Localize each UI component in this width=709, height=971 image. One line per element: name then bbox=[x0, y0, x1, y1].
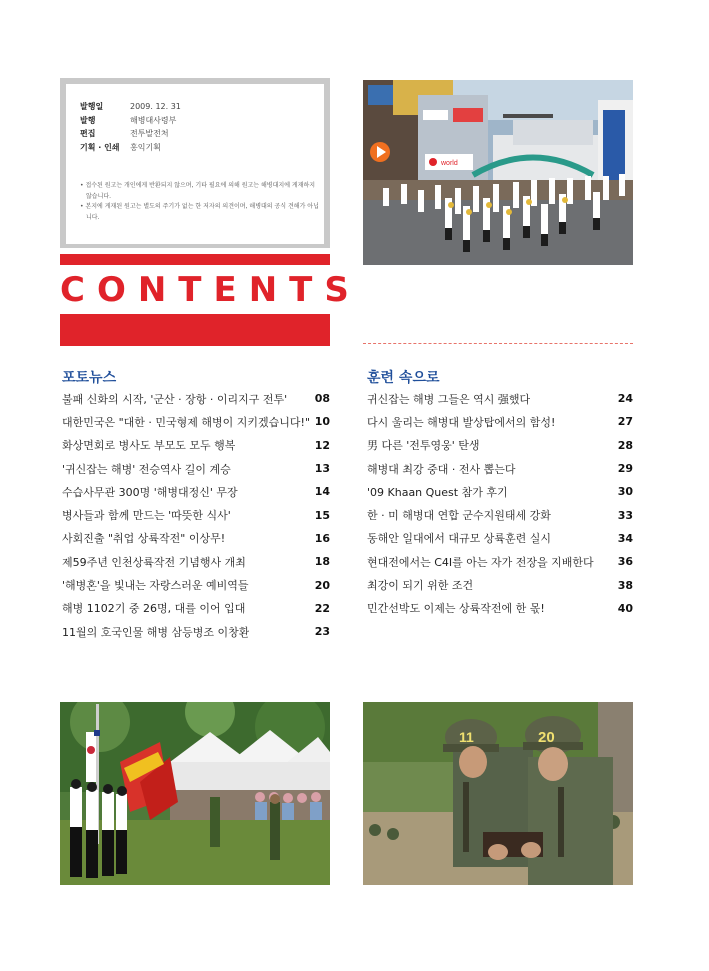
toc-item-page: 13 bbox=[314, 462, 330, 476]
toc-item[interactable] bbox=[62, 387, 330, 410]
toc-item-page: 16 bbox=[314, 531, 330, 545]
toc-item-title: 불패 신화의 시작, '군산 · 장항 · 이리지구 전투' bbox=[62, 392, 288, 406]
toc-item-title: 사회진출 "취업 상륙작전" 이상무! bbox=[62, 532, 226, 546]
toc-item[interactable] bbox=[367, 527, 633, 550]
helmet-number-left: 11 bbox=[459, 729, 474, 745]
toc-item-title: '해병혼'을 빛내는 자랑스러운 예비역들 bbox=[62, 579, 249, 593]
colophon-notes bbox=[80, 181, 320, 223]
toc-list-photo-news bbox=[62, 387, 330, 643]
toc-item-page: 15 bbox=[314, 508, 330, 522]
toc-item[interactable] bbox=[62, 434, 330, 457]
toc-item-page: 14 bbox=[314, 485, 330, 499]
toc-item-page: 20 bbox=[314, 578, 330, 592]
toc-item[interactable] bbox=[62, 503, 330, 526]
toc-item[interactable] bbox=[367, 503, 633, 526]
toc-item-title: 동해안 일대에서 대규모 상륙훈련 실시 bbox=[367, 532, 552, 546]
toc-item-page: 34 bbox=[617, 531, 633, 545]
toc-item-title: 대한민국은 "대한 · 민국형제 해병이 지키겠습니다!" bbox=[62, 415, 311, 429]
toc-item[interactable] bbox=[62, 480, 330, 503]
dashed-divider bbox=[363, 343, 633, 344]
toc-item-title: 병사들과 함께 만드는 '따뜻한 식사' bbox=[62, 509, 231, 523]
info-key: 기획 · 인쇄 bbox=[80, 142, 120, 152]
photo-marching-band-parade bbox=[363, 80, 633, 265]
info-value: 홍익기획 bbox=[130, 142, 161, 152]
info-key: 편집 bbox=[80, 129, 96, 138]
toc-item-title: 최강이 되기 위한 조건 bbox=[367, 579, 474, 593]
colophon-note: • 접수된 원고는 개인에게 반환되지 않으며, 기타 필요에 의해 원고는 해병대지에 게재하지 않습니다. bbox=[80, 182, 316, 200]
toc-item[interactable] bbox=[62, 550, 330, 573]
toc-item[interactable] bbox=[62, 573, 330, 596]
toc-item[interactable] bbox=[62, 527, 330, 550]
toc-item-page: 12 bbox=[314, 438, 330, 452]
toc-item-title: 현대전에서는 C4I를 아는 자가 전장을 지배한다 bbox=[367, 555, 594, 569]
toc-item-title: 해병 1102기 중 26명, 대를 이어 입대 bbox=[62, 602, 246, 616]
photo-flag-ceremony bbox=[60, 702, 330, 885]
info-row-printing bbox=[80, 141, 181, 155]
sign-logo-icon bbox=[429, 158, 437, 166]
info-row-publisher bbox=[80, 114, 181, 128]
toc-item-title: 화상면회로 병사도 부모도 모두 행복 bbox=[62, 439, 236, 453]
toc-item[interactable] bbox=[367, 550, 633, 573]
info-value: 전투발전처 bbox=[130, 129, 169, 138]
helmet-number-right: 20 bbox=[538, 729, 555, 746]
toc-item[interactable] bbox=[367, 480, 633, 503]
toc-item-page: 36 bbox=[617, 555, 633, 569]
toc-item-page: 28 bbox=[617, 438, 633, 452]
contents-title: CONTENTS bbox=[60, 270, 361, 310]
red-band-top bbox=[60, 254, 330, 265]
toc-item-title: 한 · 미 해병대 연합 군수지원태세 강화 bbox=[367, 509, 551, 523]
toc-item-page: 23 bbox=[314, 625, 330, 639]
toc-item-page: 10 bbox=[314, 415, 330, 429]
toc-item-page: 33 bbox=[617, 508, 633, 522]
toc-item[interactable] bbox=[62, 597, 330, 620]
toc-item-title: 민간선박도 이제는 상륙작전에 한 몫! bbox=[367, 602, 545, 616]
toc-item-title: 해병대 최강 중대 · 전사 뽑는다 bbox=[367, 462, 516, 476]
toc-item-page: 22 bbox=[314, 601, 330, 615]
info-key: 발행일 bbox=[80, 102, 104, 111]
toc-item-title: 수습사무관 300명 '해병대정신' 무장 bbox=[62, 485, 238, 499]
toc-item-page: 40 bbox=[617, 601, 633, 615]
toc-item-page: 08 bbox=[314, 392, 330, 406]
colophon-note: • 본지에 게재된 원고는 별도의 주기가 없는 한 저자의 의견이며, 해병대의 공식 견해가 아닙니다. bbox=[80, 203, 319, 221]
toc-item-title: 男 다른 '전투영웅' 탄생 bbox=[367, 439, 480, 453]
toc-item-page: 18 bbox=[314, 555, 330, 569]
photo-soldiers-helmets bbox=[363, 702, 633, 885]
red-band-bottom bbox=[60, 314, 330, 346]
info-value: 해병대사령부 bbox=[130, 115, 177, 125]
publication-info bbox=[80, 100, 181, 154]
toc-item[interactable] bbox=[367, 597, 633, 620]
flag-emblem-icon bbox=[87, 746, 95, 754]
toc-item-page: 27 bbox=[617, 415, 633, 429]
toc-item-title: 다시 울리는 해병대 발상탑에서의 함성! bbox=[367, 415, 556, 429]
info-row-editor bbox=[80, 127, 181, 141]
toc-item-page: 30 bbox=[617, 485, 633, 499]
toc-item-page: 24 bbox=[617, 392, 633, 406]
store-sign-text: world bbox=[441, 160, 458, 167]
toc-item[interactable] bbox=[367, 434, 633, 457]
toc-item-title: 귀신잡는 해병 그들은 역시 强했다 bbox=[367, 392, 531, 406]
toc-list-training bbox=[367, 387, 633, 620]
info-row-date bbox=[80, 100, 181, 114]
toc-item[interactable] bbox=[62, 620, 330, 643]
toc-item[interactable] bbox=[367, 457, 633, 480]
info-value: 2009. 12. 31 bbox=[130, 102, 181, 111]
toc-item[interactable] bbox=[367, 387, 633, 410]
toc-item-page: 38 bbox=[617, 578, 633, 592]
info-key: 발행 bbox=[80, 115, 96, 125]
toc-item[interactable] bbox=[367, 573, 633, 596]
toc-item[interactable] bbox=[62, 410, 330, 433]
toc-item-title: 제59주년 인천상륙작전 기념행사 개최 bbox=[62, 555, 246, 569]
toc-item-title: 11월의 호국인물 해병 삼등병조 이창환 bbox=[62, 625, 250, 639]
toc-item-title: '귀신잡는 해병' 전승역사 길이 계승 bbox=[62, 462, 231, 476]
toc-item[interactable] bbox=[367, 410, 633, 433]
section-title-training: 훈련 속으로 bbox=[367, 370, 440, 386]
section-title-photo-news: 포토뉴스 bbox=[62, 370, 117, 386]
toc-item[interactable] bbox=[62, 457, 330, 480]
toc-item-title: '09 Khaan Quest 참가 후기 bbox=[367, 485, 508, 499]
toc-item-page: 29 bbox=[617, 462, 633, 476]
